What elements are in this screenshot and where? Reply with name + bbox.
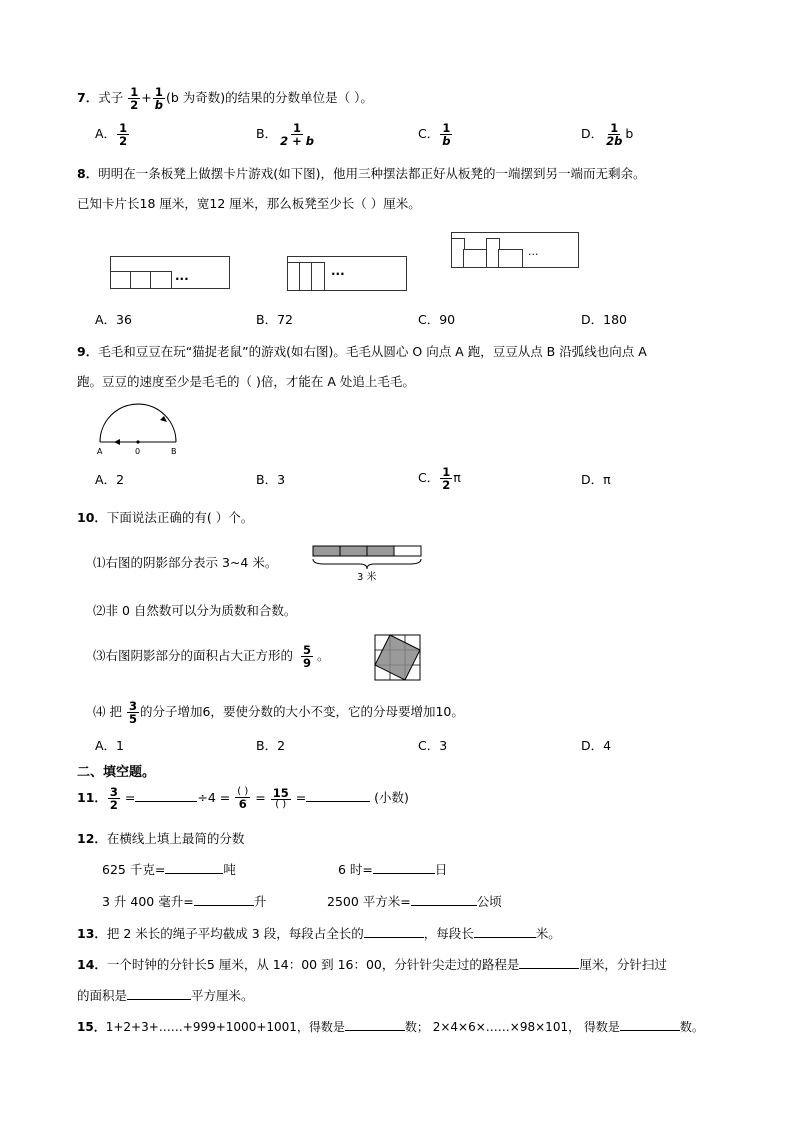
square-grid-figure	[374, 634, 422, 682]
dots: ···	[175, 272, 189, 286]
q12-line	[77, 833, 244, 846]
option-text: 2	[116, 472, 125, 487]
q13-line	[77, 928, 561, 941]
q11-mid: ÷4 =	[197, 790, 231, 806]
q13-text: 把 2 米长的绳子平均截成 3 段，每段占全长的	[106, 926, 364, 941]
answer-blank[interactable]	[127, 999, 191, 1000]
numerator: 1	[610, 121, 619, 135]
statement-3-tail: 。	[317, 648, 330, 664]
q8-line1	[77, 168, 645, 181]
q14-line2	[77, 990, 254, 1003]
bar-seg	[367, 546, 394, 556]
q7-option-a[interactable]	[95, 122, 130, 147]
q9-option-a[interactable]	[95, 474, 124, 487]
option-label: A．	[95, 126, 117, 142]
q7-option-c[interactable]	[418, 122, 453, 147]
question-number: 7．	[77, 90, 99, 106]
answer-blank[interactable]	[411, 905, 477, 906]
q7-line	[77, 86, 373, 111]
question-number: 14．	[77, 957, 107, 972]
fraction	[127, 700, 139, 725]
q9-text-line1: 毛毛和豆豆在玩“猫捉老鼠”的游戏(如右图)。毛毛从圆心 O 向点 A 跑，豆豆从点 B 沿弧线也向点 A	[98, 344, 647, 359]
equals: =	[255, 790, 266, 806]
q10-option-c[interactable]: C．3	[418, 738, 448, 753]
q7-option-b[interactable]	[256, 122, 317, 147]
arc	[100, 404, 176, 442]
fraction	[117, 122, 129, 147]
option-label: D．	[581, 472, 604, 487]
q8-option-a[interactable]: A．36	[95, 312, 132, 327]
fraction	[440, 466, 452, 491]
q14-text: 的面积是	[77, 988, 128, 1003]
option-text: π	[603, 472, 611, 487]
q9-line2	[77, 376, 415, 389]
fraction	[604, 122, 624, 147]
equals: =	[295, 790, 307, 806]
numerator: ( )	[237, 785, 249, 797]
q9-line1	[77, 346, 647, 359]
center-point	[136, 440, 139, 443]
card	[311, 262, 325, 291]
statement-4	[93, 700, 464, 725]
item-text: 625 千克=	[102, 862, 166, 877]
denominator: 2	[442, 478, 451, 493]
q11-tail: (小数)	[374, 790, 409, 806]
denominator: b	[442, 134, 451, 149]
denominator: 9	[303, 656, 312, 671]
q7-text-after: (b 为奇数)的结果的分数单位是（ ）。	[165, 90, 373, 106]
denominator: 2	[130, 98, 139, 113]
dots: ···	[528, 248, 539, 261]
numerator: 1	[130, 85, 139, 99]
answer-blank[interactable]	[165, 873, 223, 874]
item-unit: 升	[253, 894, 267, 909]
bar-label: 3 米	[357, 572, 377, 583]
fraction	[278, 122, 316, 147]
fraction	[301, 644, 313, 669]
question-number: 12．	[77, 831, 107, 846]
denominator: 2 + b	[280, 134, 314, 149]
q8-option-d[interactable]: D．180	[581, 312, 627, 327]
q12-item2	[338, 864, 447, 877]
option-tail: b	[625, 126, 634, 142]
card	[130, 271, 152, 289]
numerator: 5	[303, 643, 312, 657]
q8-text-line1: 明明在一条板凳上做摆卡片游戏(如下图)，他用三种摆法都正好从板凳的一端摆到另一端而无剩余。	[98, 166, 646, 181]
q10-option-d[interactable]: D．4	[581, 738, 612, 753]
numerator: 1	[442, 465, 451, 479]
label-a: A	[97, 447, 103, 456]
q13-text: 米。	[535, 926, 561, 941]
statement-4-text: ⑷ 把	[93, 704, 122, 720]
q12-item1	[102, 864, 236, 877]
plus-sign: +	[141, 90, 152, 106]
q9-option-c[interactable]	[418, 466, 461, 491]
option-label: C．	[418, 470, 440, 486]
option-label: D．	[581, 126, 604, 142]
question-number: 13．	[77, 926, 107, 941]
card	[463, 249, 488, 268]
card	[110, 271, 132, 289]
numerator: 3	[128, 699, 137, 713]
fraction	[440, 122, 452, 147]
answer-blank[interactable]	[519, 968, 579, 969]
answer-blank[interactable]	[474, 937, 536, 938]
q12-text: 在横线上填上最简的分数	[106, 831, 245, 846]
q9-option-d[interactable]	[581, 474, 611, 487]
statement-3-text: ⑶右图阴影部分的面积占大正方形的	[93, 648, 294, 664]
card	[150, 271, 172, 289]
answer-blank[interactable]	[345, 1030, 405, 1031]
q11-line	[77, 786, 409, 811]
question-number: 10．	[77, 510, 107, 525]
numerator: 1	[442, 121, 451, 135]
bar-seg	[313, 546, 340, 556]
denominator: 5	[128, 712, 137, 727]
numerator: 1	[293, 121, 302, 135]
item-unit: 日	[434, 862, 448, 877]
dots: ···	[331, 267, 345, 281]
q15-text: 数； 2×4×6×……×98×101， 得数是	[404, 1020, 620, 1034]
q15-line	[77, 1021, 704, 1033]
label-o: 0	[135, 447, 141, 456]
q8-option-b[interactable]: B．72	[256, 312, 293, 327]
fraction	[128, 86, 140, 111]
numerator: 1	[154, 85, 163, 99]
option-label: A．	[95, 472, 117, 487]
equals: =	[124, 790, 136, 806]
fraction	[108, 786, 120, 811]
option-label: C．	[418, 126, 440, 142]
option-tail: π	[453, 470, 461, 486]
q8-line2	[77, 198, 421, 211]
statement-4-tail: 的分子增加6，要使分数的大小不变，它的分母要增加10。	[139, 704, 464, 720]
answer-blank[interactable]	[135, 801, 197, 802]
question-number: 11．	[77, 790, 107, 806]
answer-blank[interactable]	[194, 905, 254, 906]
item-text: 3 升 400 毫升=	[102, 894, 194, 909]
q10-option-b[interactable]: B．2	[256, 738, 286, 753]
denominator: 2	[109, 798, 118, 813]
statement-2: ⑵非 0 自然数可以分为质数和合数。	[93, 603, 297, 618]
option-label: B．	[256, 126, 278, 142]
q7-option-d[interactable]	[581, 122, 633, 147]
question-number: 9．	[77, 344, 99, 359]
item-text: 2500 平方米=	[327, 894, 411, 909]
label-b: B	[171, 447, 177, 456]
q15-text: 数。	[679, 1020, 704, 1034]
statement-3	[93, 644, 330, 669]
q12-item4	[327, 896, 502, 909]
bar-seg	[340, 546, 367, 556]
q7-text-before: 式子	[98, 90, 124, 106]
q12-item3	[102, 896, 266, 909]
brace	[313, 559, 421, 569]
denominator: 2b	[606, 134, 623, 149]
statement-1: ⑴右图的阴影部分表示 3~4 米。	[93, 555, 278, 570]
q14-text: 一个时钟的分针长5 厘米，从 14：00 到 16：00，分针针尖走过的路程是	[106, 957, 520, 972]
item-unit: 吨	[223, 862, 236, 877]
q8-text-line2: 已知卡片长18 厘米，宽12 厘米，那么板凳至少长（ ）厘米。	[77, 196, 421, 211]
denominator: 6	[238, 797, 247, 812]
section-title: 二、填空题。	[77, 765, 156, 780]
answer-blank[interactable]	[620, 1030, 680, 1031]
item-text: 6 时=	[338, 862, 373, 877]
denominator: ( )	[275, 798, 287, 810]
q15-text: 1+2+3+……+999+1000+1001，得数是	[105, 1020, 345, 1034]
denominator: 2	[119, 134, 128, 149]
q14-text: 厘米，分针扫过	[579, 957, 667, 972]
q10-option-a[interactable]: A．1	[95, 738, 125, 753]
answer-blank[interactable]	[364, 937, 424, 938]
q10-text: 下面说法正确的有( ）个。	[106, 510, 254, 525]
bar-seg	[394, 546, 421, 556]
q14-line1	[77, 959, 667, 972]
question-number: 15．	[77, 1020, 106, 1034]
q9-option-b[interactable]	[256, 474, 285, 487]
item-unit: 公顷	[476, 894, 502, 909]
denominator: b	[154, 98, 163, 113]
fraction	[235, 787, 250, 811]
q8-option-c[interactable]: C．90	[418, 312, 456, 327]
option-label: B．	[256, 472, 278, 487]
card	[498, 249, 523, 268]
fraction	[153, 86, 165, 111]
q9-text-line2: 跑。豆豆的速度至少是毛毛的（ )倍，才能在 A 处追上毛毛。	[77, 374, 415, 389]
option-text: 3	[277, 472, 286, 487]
q10-line	[77, 512, 253, 525]
numerator: 15	[272, 785, 289, 800]
q14-text: 平方厘米。	[191, 988, 254, 1003]
answer-blank[interactable]	[373, 873, 435, 874]
numerator: 1	[119, 121, 128, 135]
answer-blank[interactable]	[306, 801, 370, 802]
question-number: 8．	[77, 166, 99, 181]
q13-text: ，每段长	[423, 926, 474, 941]
numerator: 3	[109, 785, 118, 799]
fraction	[271, 787, 291, 811]
arrow-head-left	[114, 439, 120, 445]
